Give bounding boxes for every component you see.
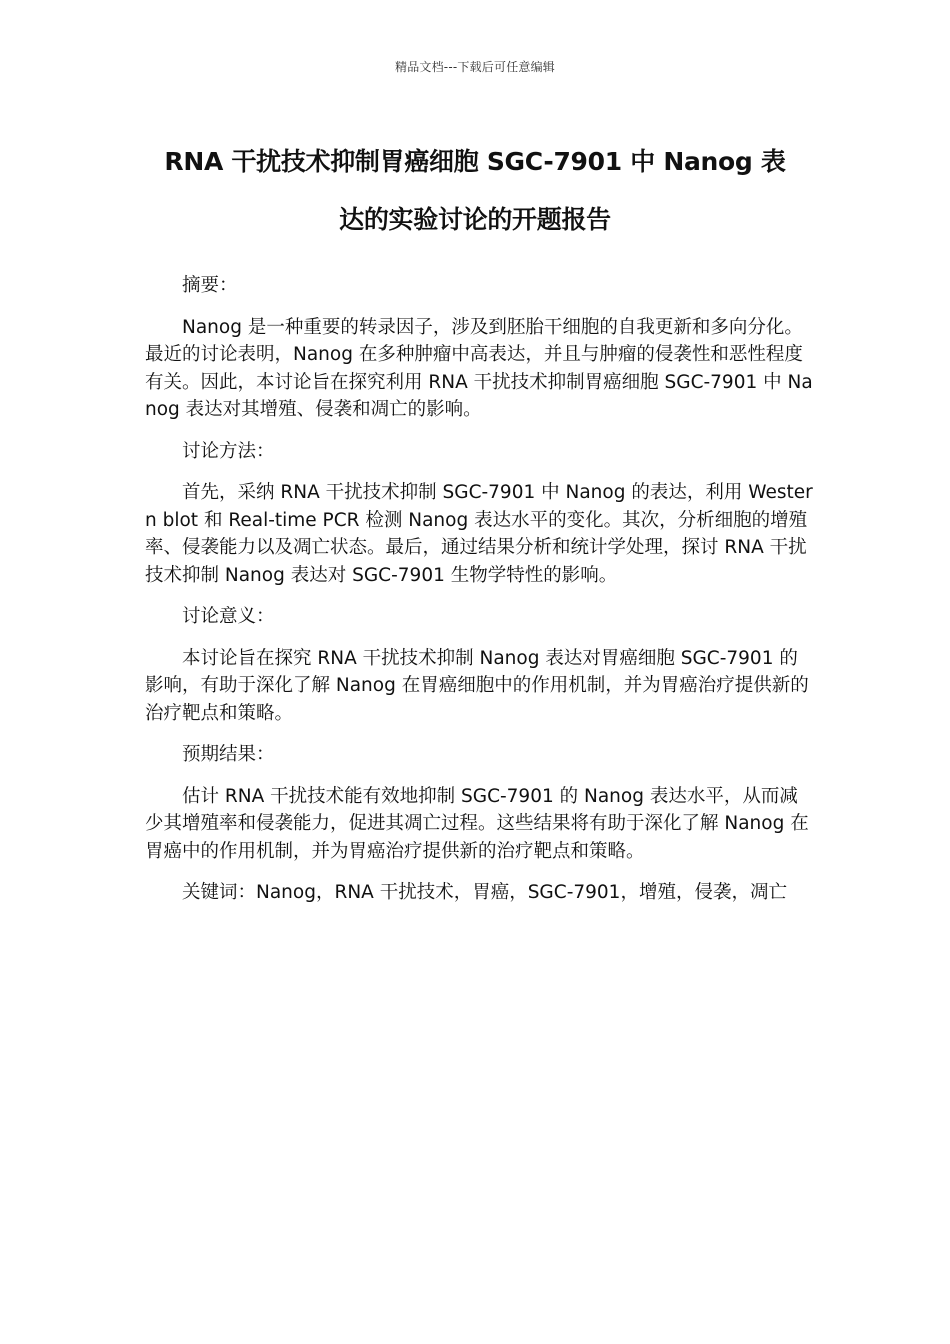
methods-paragraph: 首先，采纳 RNA 干扰技术抑制 SGC-7901 中 Nanog 的表达，利用 Western blot 和 Real-time PCR 检测 Nanog 表达水平的变化。其次，分析细胞的增殖率、侵袭能力以及凋亡状态。最后，通过结果分析和统计学处理，探讨 RNA 干扰技术抑制 Nanog 表达对 SGC-7901 生物学特性的影响。	[145, 482, 813, 586]
header-note: 精品文档---下载后可任意编辑	[395, 60, 555, 74]
results-heading: 预期结果：	[182, 744, 275, 765]
document-title	[120, 133, 830, 249]
title-line-1: RNA 干扰技术抑制胃癌细胞 SGC-7901 中 Nanog 表	[164, 147, 786, 176]
document-body	[145, 272, 813, 921]
results-paragraph: 估计 RNA 干扰技术能有效地抑制 SGC-7901 的 Nanog 表达水平，从而减少其增殖率和侵袭能力，促进其凋亡过程。这些结果将有助于深化了解 Nanog 在胃癌中的作用机制，并为胃癌治疗提供新的治疗靶点和策略。	[145, 785, 809, 862]
methods-heading: 讨论方法：	[182, 440, 275, 462]
title-line-2: 达的实验讨论的开题报告	[339, 205, 611, 234]
abstract-paragraph: Nanog 是一种重要的转录因子，涉及到胚胎干细胞的自我更新和多向分化。最近的讨论表明，Nanog 在多种肿瘤中高表达，并且与肿瘤的侵袭性和恶性程度有关。因此，本讨论旨在探究利用 RNA 干扰技术抑制胃癌细胞 SGC-7901 中 Nanog 表达对其增殖、侵袭和凋亡的影响。	[145, 316, 813, 420]
significance-paragraph: 本讨论旨在探究 RNA 干扰技术抑制 Nanog 表达对胃癌细胞 SGC-7901 的影响，有助于深化了解 Nanog 在胃癌细胞中的作用机制，并为胃癌治疗提供新的治疗靶点和策略。	[145, 647, 809, 724]
keywords-paragraph: 关键词：Nanog，RNA 干扰技术，胃癌，SGC-7901，增殖，侵袭，凋亡	[182, 882, 787, 903]
abstract-heading: 摘要：	[182, 275, 238, 296]
significance-heading: 讨论意义：	[182, 606, 275, 627]
